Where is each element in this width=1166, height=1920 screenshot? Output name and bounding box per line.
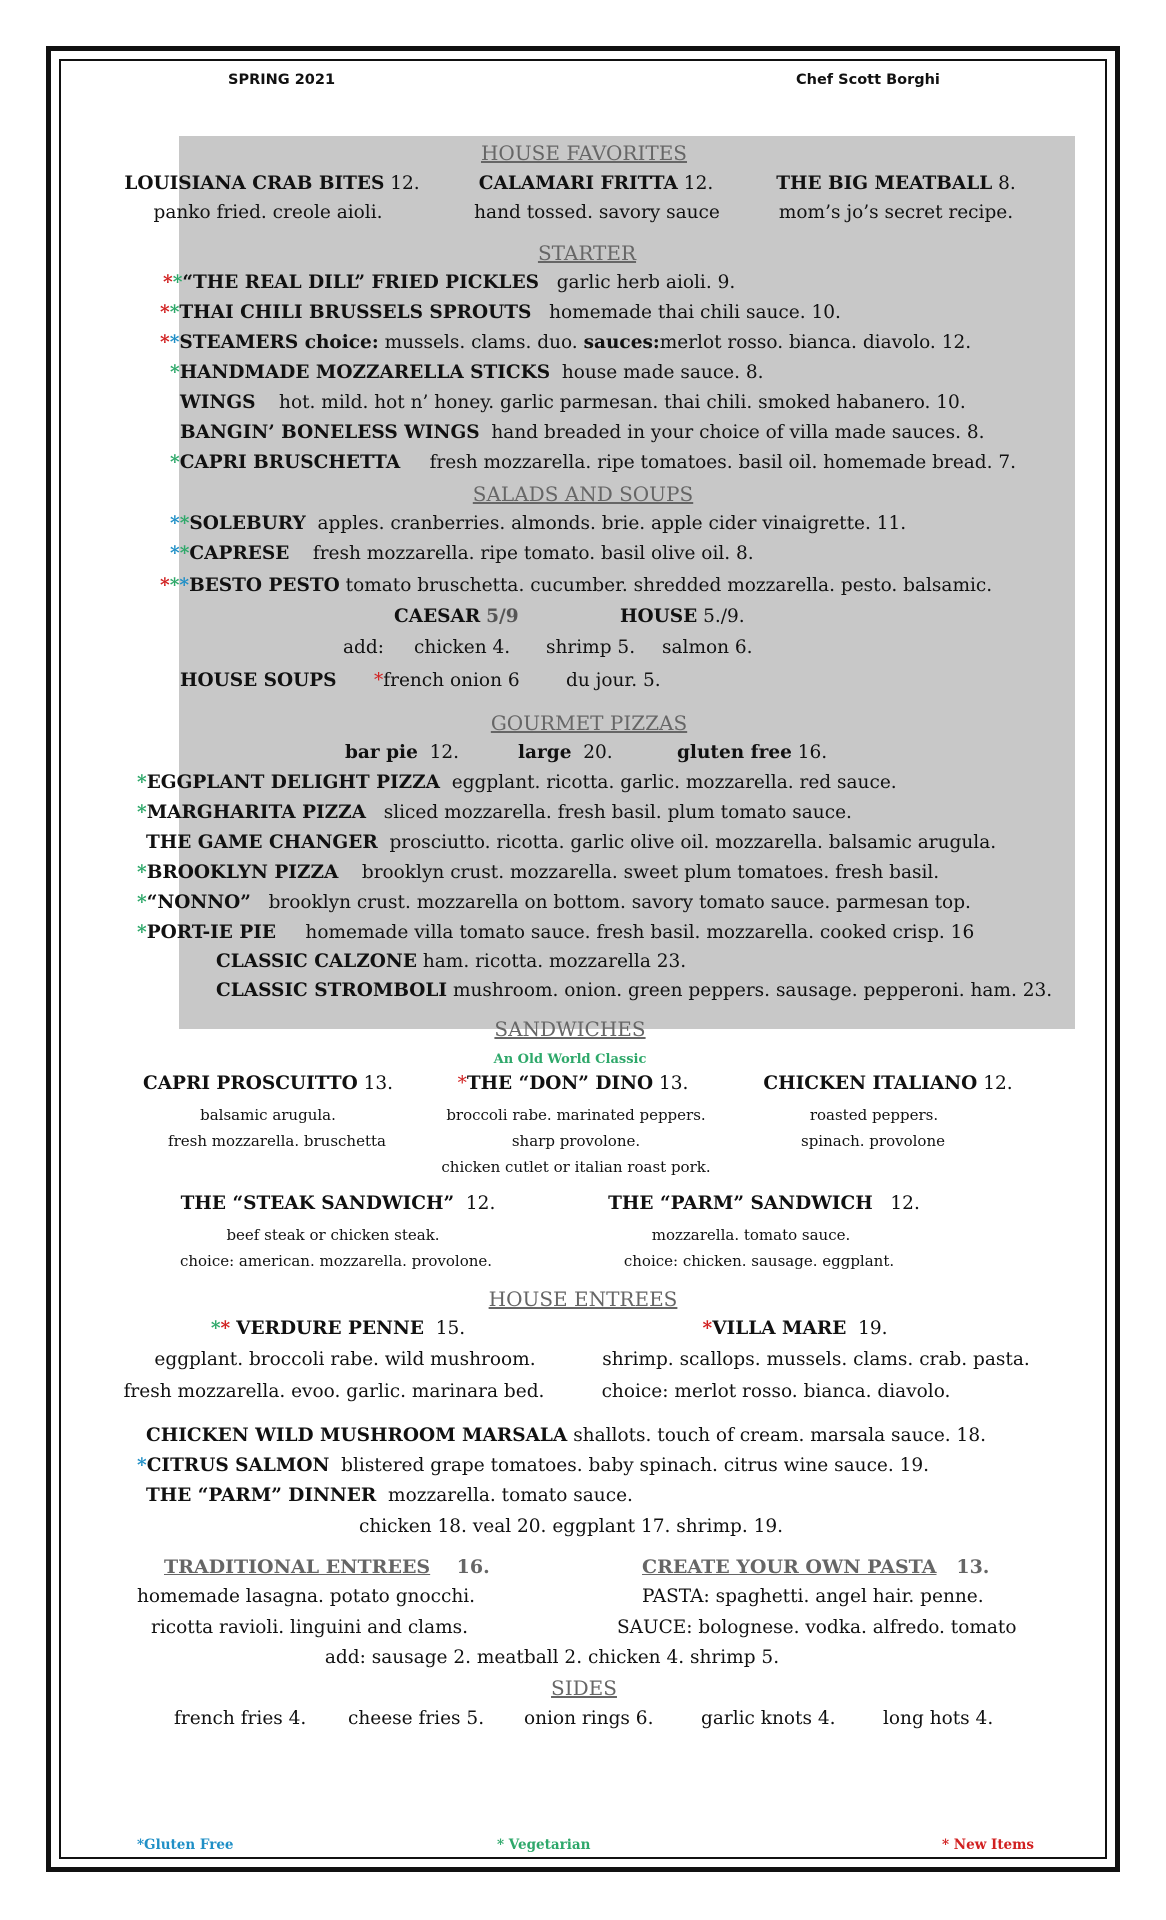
sandwich-desc: balsamic arugula. <box>200 1106 336 1124</box>
menu-item: BANGIN’ BONELESS WINGS hand breaded in your choice of villa made sauces. 8. <box>180 422 985 443</box>
traditional-desc: homemade lasagna. potato gnocchi. <box>137 1586 476 1607</box>
entree-item: *CITRUS SALMON blistered grape tomatoes. baby spinach. citrus wine sauce. 19. <box>137 1455 930 1476</box>
menu-item: *BROOKLYN PIZZA brooklyn crust. mozzarella. sweet plum tomatoes. fresh basil. <box>137 862 940 883</box>
menu-item-house-salad: HOUSE 5./9. <box>620 606 745 627</box>
menu-item: *PORT-IE PIE homemade villa tomato sauce. fresh basil. mozzarella. cooked crisp. 16 <box>137 922 975 943</box>
entree-desc: fresh mozzarella. evoo. garlic. marinara bed. <box>123 1381 545 1402</box>
sandwich-item: CAPRI PROSCUITTO 13. <box>142 1073 394 1094</box>
section-title-pizzas: GOURMET PIZZAS <box>490 711 688 735</box>
create-pasta-desc: PASTA: spaghetti. angel hair. penne. <box>642 1586 984 1607</box>
sandwich-desc: beef steak or chicken steak. <box>226 1226 440 1244</box>
sandwich-desc: choice: american. mozzarella. provolone. <box>179 1252 493 1270</box>
sandwich-desc: broccoli rabe. marinated peppers. <box>446 1106 706 1124</box>
sandwich-desc: spinach. provolone <box>801 1132 945 1150</box>
menu-item: **CAPRESE fresh mozzarella. ripe tomato. basil olive oil. 8. <box>170 543 754 564</box>
section-title-sandwiches: SANDWICHES <box>494 1017 646 1041</box>
soup-option: *french onion 6 <box>374 670 520 691</box>
menu-item: WINGS hot. mild. hot n’ honey. garlic parmesan. thai chili. smoked habanero. 10. <box>180 392 966 413</box>
legend-new-items: * New Items <box>942 1837 1035 1853</box>
menu-item: THE GAME CHANGER prosciutto. ricotta. garlic olive oil. mozzarella. balsamic arugula. <box>146 832 997 853</box>
pizza-size: bar pie 12. <box>345 742 460 763</box>
side-item: french fries 4. <box>174 1708 307 1729</box>
sandwich-item: THE “PARM” SANDWICH 12. <box>608 1193 920 1214</box>
menu-item: CLASSIC CALZONE ham. ricotta. mozzarella 23. <box>216 951 687 972</box>
sandwich-desc: mozzarella. tomato sauce. <box>651 1226 851 1244</box>
menu-item: CLASSIC STROMBOLI mushroom. onion. green peppers. sausage. pepperoni. ham. 23. <box>216 980 1053 1001</box>
traditional-title: TRADITIONAL ENTREES 16. <box>164 1556 490 1578</box>
section-title-sides: SIDES <box>551 1676 617 1700</box>
sandwich-desc: sharp provolone. <box>511 1132 641 1150</box>
menu-item: *HANDMADE MOZZARELLA STICKS house made sauce. 8. <box>170 362 764 383</box>
add-label: add: <box>343 637 384 658</box>
sandwich-item: *THE “DON” DINO 13. <box>457 1073 689 1094</box>
section-title-entrees: HOUSE ENTREES <box>488 1287 678 1311</box>
pizza-size: large 20. <box>518 742 613 763</box>
add-option: salmon 6. <box>662 637 753 658</box>
entree-desc: shrimp. scallops. mussels. clams. crab. pasta. <box>602 1349 1030 1370</box>
menu-item: **SOLEBURY apples. cranberries. almonds. brie. apple cider vinaigrette. 11. <box>170 513 907 534</box>
chef-name: Chef Scott Borghi <box>796 72 940 88</box>
menu-item: *MARGHARITA PIZZA sliced mozzarella. fresh basil. plum tomato sauce. <box>137 802 852 823</box>
sandwich-subtitle: An Old World Classic <box>493 1052 647 1067</box>
menu-item-caesar: CAESAR 5/9 <box>394 606 519 627</box>
menu-item-desc: hand tossed. savory sauce <box>474 202 720 223</box>
menu-item-desc: mom’s jo’s secret recipe. <box>778 202 1014 223</box>
menu-item-desc: panko fried. creole aioli. <box>153 202 383 223</box>
sandwich-item: THE “STEAK SANDWICH” 12. <box>180 1193 496 1214</box>
parm-options: chicken 18. veal 20. eggplant 17. shrimp. 19. <box>358 1516 784 1537</box>
menu-item: CALAMARI FRITTA 12. <box>478 173 714 194</box>
entree-item: CHICKEN WILD MUSHROOM MARSALA shallots. touch of cream. marsala sauce. 18. <box>146 1425 986 1446</box>
side-item: cheese fries 5. <box>348 1708 485 1729</box>
side-item: long hots 4. <box>883 1708 994 1729</box>
entree-item: THE “PARM” DINNER mozzarella. tomato sauce. <box>146 1485 633 1506</box>
menu-item: **“THE REAL DILL” FRIED PICKLES garlic herb aioli. 9. <box>163 272 736 293</box>
menu-item: *“NONNO” brooklyn crust. mozzarella on bottom. savory tomato sauce. parmesan top. <box>137 892 971 913</box>
menu-item: LOUISIANA CRAB BITES 12. <box>124 173 420 194</box>
legend-vegetarian: * Vegetarian <box>497 1837 591 1853</box>
sandwich-desc: choice: chicken. sausage. eggplant. <box>623 1252 895 1270</box>
menu-item: ***BESTO PESTO tomato bruschetta. cucumber. shredded mozzarella. pesto. balsamic. <box>160 575 993 596</box>
sandwich-desc: roasted peppers. <box>809 1106 939 1124</box>
entree-desc: choice: merlot rosso. bianca. diavolo. <box>601 1381 951 1402</box>
section-title-salads: SALADS AND SOUPS <box>472 482 694 506</box>
section-title-house-favorites: HOUSE FAVORITES <box>480 141 688 165</box>
menu-item: *CAPRI BRUSCHETTA fresh mozzarella. ripe tomatoes. basil oil. homemade bread. 7. <box>170 452 1016 473</box>
season-label: SPRING 2021 <box>228 72 336 88</box>
legend-gluten-free: *Gluten Free <box>137 1837 234 1853</box>
add-option: shrimp 5. <box>546 637 636 658</box>
sandwich-item: CHICKEN ITALIANO 12. <box>763 1073 1013 1094</box>
side-item: onion rings 6. <box>524 1708 654 1729</box>
sandwich-desc: chicken cutlet or italian roast pork. <box>441 1158 711 1176</box>
menu-item: **STEAMERS choice: mussels. clams. duo. sauces:merlot rosso. bianca. diavolo. 12. <box>160 332 972 353</box>
section-title-starter: STARTER <box>537 241 637 265</box>
house-soups-label: HOUSE SOUPS <box>180 670 337 691</box>
menu-item: *EGGPLANT DELIGHT PIZZA eggplant. ricotta. garlic. mozzarella. red sauce. <box>137 772 897 793</box>
entree-item: ** VERDURE PENNE 15. <box>210 1318 466 1339</box>
menu-item: **THAI CHILI BRUSSELS SPROUTS homemade thai chili sauce. 10. <box>160 302 841 323</box>
create-pasta-desc: SAUCE: bolognese. vodka. alfredo. tomato <box>617 1617 1017 1638</box>
add-option: chicken 4. <box>414 637 511 658</box>
entree-item: *VILLA MARE 19. <box>702 1318 888 1339</box>
entree-desc: eggplant. broccoli rabe. wild mushroom. <box>154 1349 536 1370</box>
pasta-add-options: add: sausage 2. meatball 2. chicken 4. shrimp 5. <box>324 1647 780 1668</box>
soup-option: du jour. 5. <box>566 670 661 691</box>
menu-item: THE BIG MEATBALL 8. <box>776 173 1016 194</box>
traditional-desc: ricotta ravioli. linguini and clams. <box>151 1617 469 1638</box>
create-pasta-title: CREATE YOUR OWN PASTA 13. <box>642 1556 990 1578</box>
side-item: garlic knots 4. <box>701 1708 836 1729</box>
pizza-size: gluten free 16. <box>677 742 828 763</box>
sandwich-desc: fresh mozzarella. bruschetta <box>168 1132 386 1150</box>
